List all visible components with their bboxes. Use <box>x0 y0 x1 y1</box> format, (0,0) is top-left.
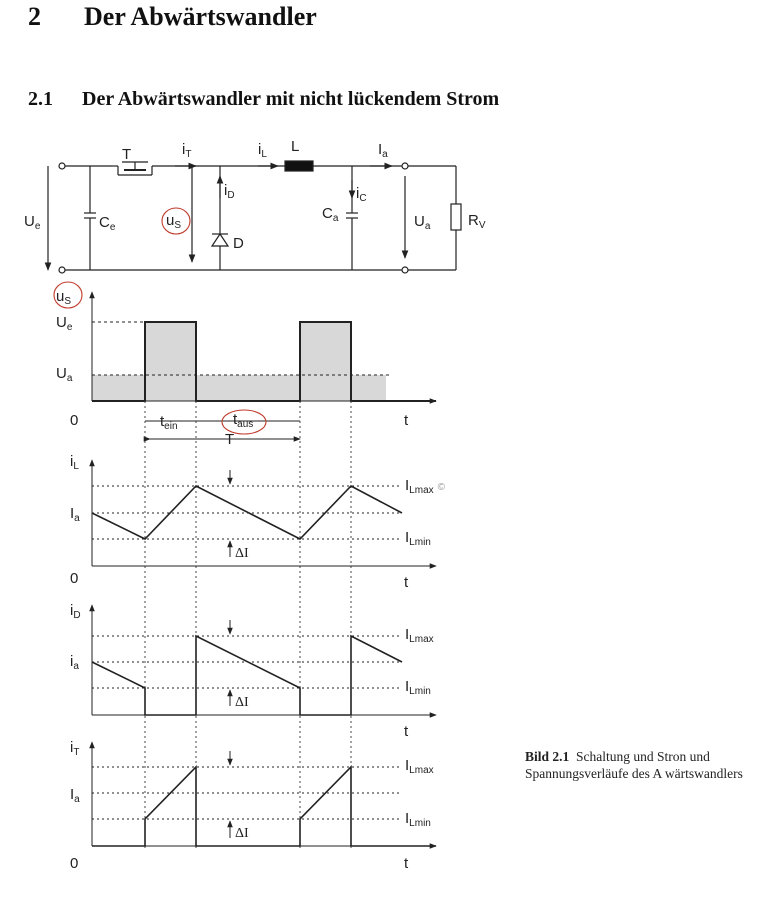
us-area-off-2 <box>196 375 300 401</box>
inductor-L <box>285 161 313 171</box>
caption-label: Bild 2.1 <box>525 749 570 764</box>
us-ua-label: $U_a$ <box>56 365 73 384</box>
tein-label: $t_{ein}$ <box>160 413 178 432</box>
id-ylabel: $i_D$ <box>70 602 81 621</box>
label-iD: $i_D$ <box>224 182 235 201</box>
label-Ia: $I_a$ <box>378 141 388 160</box>
label-Ua: $U_a$ <box>414 213 431 232</box>
id-min-label: $I_{Lmin}$ <box>405 678 431 697</box>
chapter-title: Der Abwärtswandler <box>84 2 317 31</box>
il-max-label: $I_{Lmax}$ © <box>405 477 445 496</box>
us-area-off-1 <box>92 375 145 401</box>
id-dI-label: ΔI <box>235 695 249 710</box>
label-L: L <box>291 138 300 155</box>
label-uS: $u_S$ <box>166 212 182 231</box>
us-area-off-3 <box>351 375 386 401</box>
il-zero-label: 0 <box>70 570 79 587</box>
figure-caption <box>525 748 761 782</box>
caption-text: Schaltung und Stron und Spannungsverläufe des A wärtswandlers <box>525 749 743 781</box>
us-t-label: t <box>404 412 409 429</box>
output-terminal-bottom <box>402 267 408 273</box>
il-t-label: t <box>404 574 409 591</box>
label-iC: $i_C$ <box>356 185 367 204</box>
chapter-number: 2 <box>28 2 41 31</box>
us-area-pulse-1 <box>145 322 196 401</box>
period-label: T <box>225 431 235 448</box>
it-ia-label: $I_a$ <box>70 786 80 805</box>
transistor-T <box>112 162 152 175</box>
it-waveform <box>92 767 436 846</box>
id-ia-label: $i_a$ <box>70 653 79 672</box>
it-ylabel: $i_T$ <box>70 739 80 758</box>
it-min-label: $I_{Lmin}$ <box>405 810 431 829</box>
id-t-label: t <box>404 723 409 740</box>
resistor-RV <box>451 166 461 270</box>
input-terminal-bottom <box>59 267 65 273</box>
il-dI-label: ΔI <box>235 546 249 561</box>
section-number: 2.1 <box>28 88 53 110</box>
il-min-label: $I_{Lmin}$ <box>405 529 431 548</box>
it-t-label: t <box>404 855 409 872</box>
it-zero-label: 0 <box>70 855 79 872</box>
plot-us <box>54 282 436 448</box>
label-iT: $i_T$ <box>182 141 192 160</box>
it-dI-label: ΔI <box>235 826 249 841</box>
plot-il <box>70 453 446 591</box>
section-title: Der Abwärtswandler mit nicht lückendem Strom <box>82 88 500 110</box>
it-max-label: $I_{Lmax}$ <box>405 757 434 776</box>
label-T: T <box>122 146 132 163</box>
taus-label: $t_{aus}$ <box>233 411 254 430</box>
circuit-labels <box>24 138 486 252</box>
label-Ca: $C_a$ <box>322 205 339 224</box>
plot-id <box>70 602 436 740</box>
output-terminal-top <box>402 163 408 169</box>
label-D: D <box>233 235 244 252</box>
il-ia-label: $I_a$ <box>70 505 80 524</box>
us-ue-label: $U_e$ <box>56 314 73 333</box>
id-max-label: $I_{Lmax}$ <box>405 626 434 645</box>
il-ylabel: $i_L$ <box>70 453 79 472</box>
label-Ce: $C_e$ <box>99 214 116 233</box>
circuit-diagram <box>48 161 461 273</box>
label-Ue: $U_e$ <box>24 213 41 232</box>
plot-it <box>70 739 436 872</box>
us-zero-label: 0 <box>70 412 79 429</box>
input-terminal-top <box>59 163 65 169</box>
us-ylabel: $u_S$ <box>56 288 72 307</box>
us-area-pulse-2 <box>300 322 351 401</box>
capacitor-Ce <box>84 166 96 270</box>
label-RV: $R_V$ <box>468 212 486 231</box>
time-guides <box>145 401 351 848</box>
label-iL: $i_L$ <box>258 141 267 160</box>
